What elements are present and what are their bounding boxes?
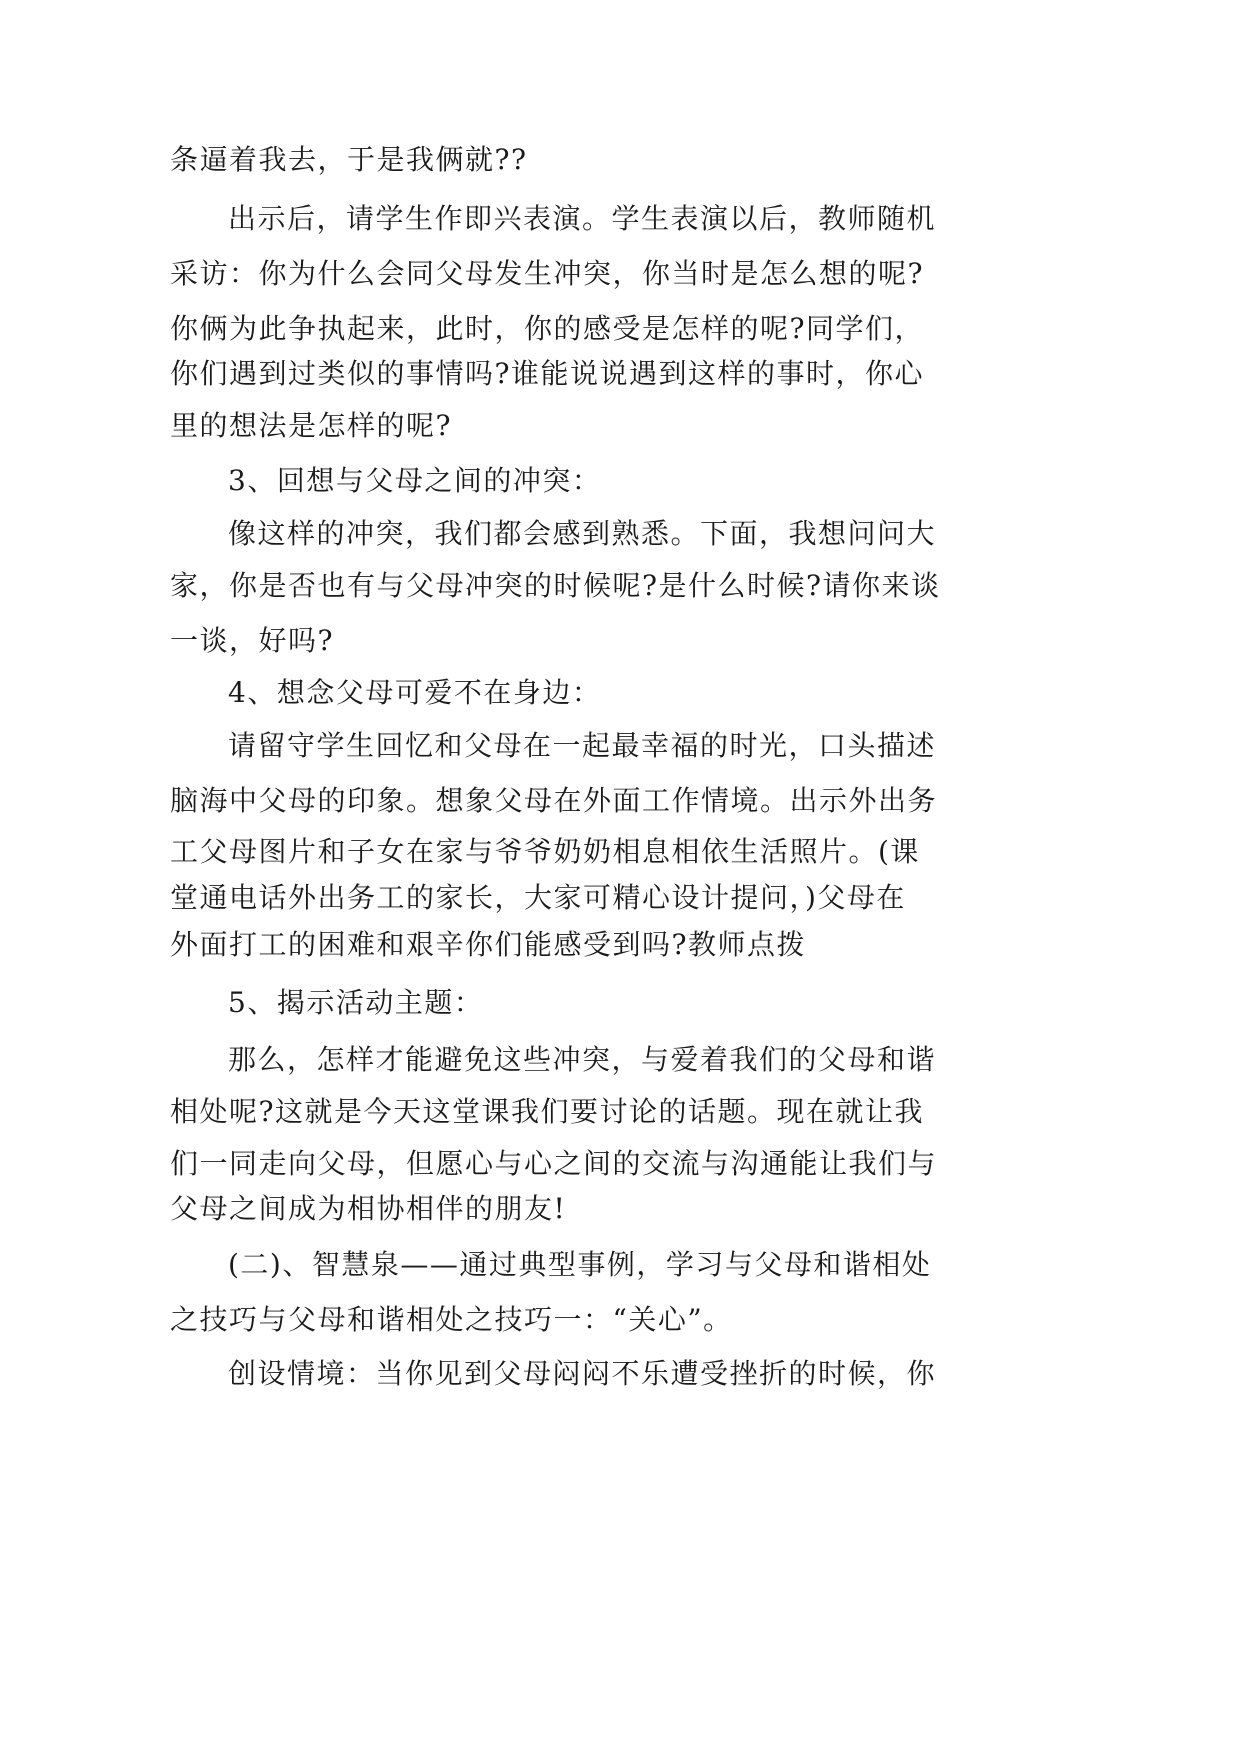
- text-line: 请留守学生回忆和父母在一起最幸福的时光，口头描述: [228, 729, 937, 762]
- section-heading-4: 4、想念父母可爱不在身边：: [228, 676, 602, 709]
- text-line: 像这样的冲突，我们都会感到熟悉。下面，我想问问大: [228, 517, 937, 550]
- text-line: 采访：你为什么会同父母发生冲突，你当时是怎么想的呢?: [170, 257, 925, 290]
- text-line: 之技巧与父母和谐相处之技巧一：“关心”。: [170, 1303, 733, 1336]
- text-line: 那么，怎样才能避免这些冲突，与爱着我们的父母和谐: [228, 1043, 937, 1076]
- text-line: 们一同走向父母，但愿心与心之间的交流与沟通能让我们与: [170, 1147, 938, 1180]
- section-heading-2: (二)、智慧泉——通过典型事例，学习与父母和谐相处: [228, 1248, 932, 1281]
- text-line: 你俩为此争执起来，此时，你的感受是怎样的呢?同学们，: [170, 312, 925, 345]
- text-line: 父母之间成为相协相伴的朋友!: [170, 1192, 567, 1225]
- text-line: 里的想法是怎样的呢?: [170, 409, 453, 442]
- text-line: 条逼着我去，于是我俩就??: [170, 143, 528, 176]
- text-line: 出示后，请学生作即兴表演。学生表演以后，教师随机: [228, 202, 937, 235]
- text-line: 脑海中父母的印象。想象父母在外面工作情境。出示外出务: [170, 784, 938, 817]
- text-line: 创设情境：当你见到父母闷闷不乐遭受挫折的时候，你: [228, 1357, 937, 1390]
- text-line: 外面打工的困难和艰辛你们能感受到吗?教师点拨: [170, 928, 807, 961]
- text-line: 相处呢?这就是今天这堂课我们要讨论的话题。现在就让我: [170, 1095, 925, 1128]
- section-heading-3: 3、回想与父母之间的冲突：: [228, 464, 602, 497]
- text-line: 你们遇到过类似的事情吗?谁能说说遇到这样的事时，你心: [170, 357, 925, 390]
- section-heading-5: 5、揭示活动主题：: [228, 986, 484, 1019]
- text-line: 工父母图片和子女在家与爷爷奶奶相息相依生活照片。(课: [170, 835, 920, 868]
- text-line: 堂通电话外出务工的家长，大家可精心设计提问，)父母在: [170, 881, 906, 914]
- text-line: 一谈，好吗?: [170, 624, 335, 657]
- text-line: 家，你是否也有与父母冲突的时候呢?是什么时候?请你来谈: [170, 569, 941, 602]
